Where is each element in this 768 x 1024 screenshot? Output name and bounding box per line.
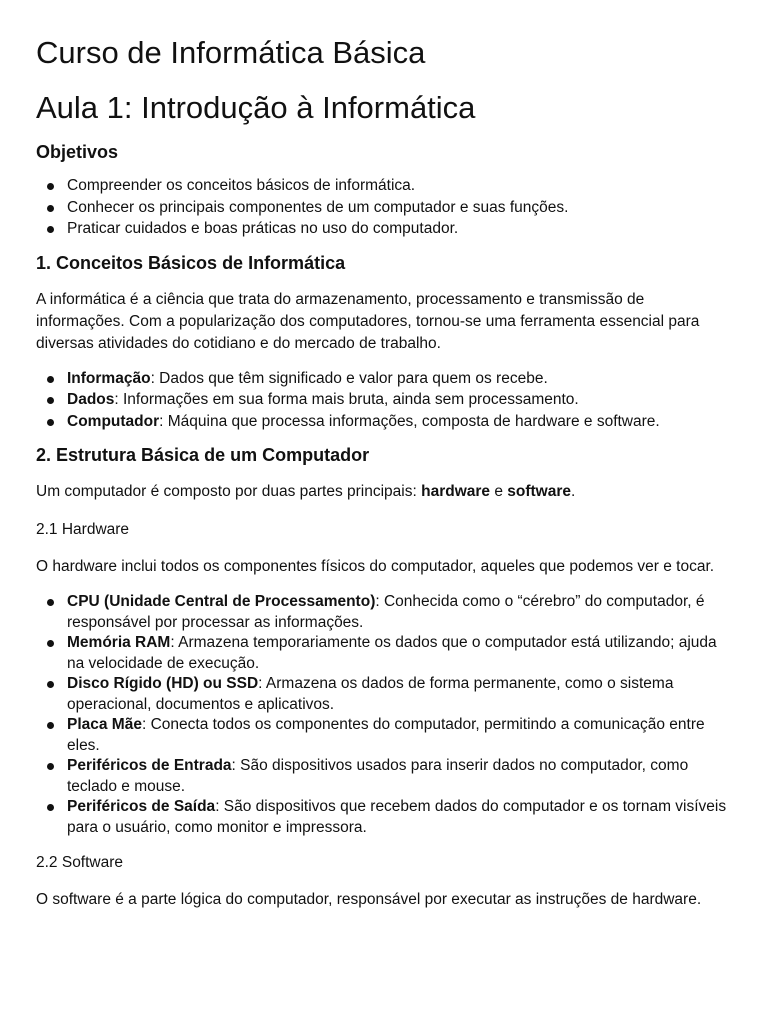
intro-text: Um computador é composto por duas partes principais: [36,483,422,500]
hardware-subheading: 2.1 Hardware [36,521,130,538]
term: Dados [67,391,115,408]
intro-hardware: hardware [421,483,491,500]
list-item [36,390,732,411]
term-description: : São dispositivos usados para inserir dados no computador, como teclado e mouse. [67,757,689,795]
hardware-paragraph: O hardware inclui todos os componentes físicos do computador, aqueles que podemos ver e tocar. [36,558,715,575]
section2-heading: 2. Estrutura Básica de um Computador [36,445,370,465]
list-item [36,633,732,674]
software-subheading: 2.2 Software [36,854,124,871]
list-item [36,219,732,240]
bullet-icon [47,763,54,770]
intro-software: software [507,483,572,500]
list-item [36,756,732,797]
objectives-heading: Objetivos [36,142,119,162]
bullet-icon [47,722,54,729]
objective-text: Praticar cuidados e boas práticas no uso do computador. [67,220,459,237]
term: Periféricos de Entrada [67,757,232,774]
term-description: : Dados que têm significado e valor para quem os recebe. [150,369,548,387]
list-item [36,176,732,197]
section2-intro [36,481,732,503]
bullet-icon [47,599,54,606]
hardware-list [36,592,732,838]
list-item [36,198,732,219]
bullet-icon [47,804,54,811]
term: Periféricos de Saída [67,798,216,815]
objective-text: Conhecer os principais componentes de um computador e suas funções. [67,198,569,216]
bullet-icon [47,376,54,383]
term-description: : Informações em sua forma mais bruta, ainda sem processamento. [114,391,579,408]
list-item [36,412,732,433]
bullet-icon [47,183,54,190]
term-description: : Máquina que processa informações, composta de hardware e software. [159,412,660,430]
term: Informação [67,369,151,387]
bullet-icon [47,226,54,233]
term-description: : Conhecida como o “cérebro” do computador, é responsável por processar as informações. [67,593,705,631]
page-title: Curso de Informática Básica [36,35,426,70]
list-item [36,369,732,390]
term: Disco Rígido (HD) ou SSD [67,675,259,692]
term: Memória RAM [67,634,171,651]
list-item [36,715,732,756]
lesson-title: Aula 1: Introdução à Informática [36,90,476,125]
list-item [36,797,732,838]
term-description: : São dispositivos que recebem dados do computador e os tornam visíveis para o usuário, como monitor e impressora. [67,798,727,836]
term-description: : Armazena os dados de forma permanente, como o sistema operacional, documentos e aplicativos. [67,675,674,713]
concepts-list [36,369,732,433]
term: Computador [67,412,160,430]
term-description: : Conecta todos os componentes do computador, permitindo a comunicação entre eles. [67,716,705,754]
term: CPU (Unidade Central de Processamento) [67,593,376,610]
objective-text: Compreender os conceitos básicos de informática. [67,177,416,194]
bullet-icon [47,205,54,212]
term-description: : Armazena temporariamente os dados que o computador está utilizando; ajuda na velocidade de execução. [67,634,717,672]
bullet-icon [47,419,54,426]
list-item [36,674,732,715]
objectives-list [36,176,732,240]
list-item [36,592,732,633]
bullet-icon [47,640,54,647]
section1-paragraph: A informática é a ciência que trata do armazenamento, processamento e transmissão de informações. Com a popularização dos computadores, tornou-se uma ferramenta essencial para diversas atividades do cotidiano e do mercado de trabalho. [36,290,700,352]
software-paragraph: O software é a parte lógica do computador, responsável por executar as instruções de hardware. [36,891,702,908]
section1-heading: 1. Conceitos Básicos de Informática [36,252,346,273]
intro-text: . [571,483,576,500]
bullet-icon [47,681,54,688]
bullet-icon [47,397,54,404]
term: Placa Mãe [67,716,142,733]
intro-text: e [490,483,508,500]
